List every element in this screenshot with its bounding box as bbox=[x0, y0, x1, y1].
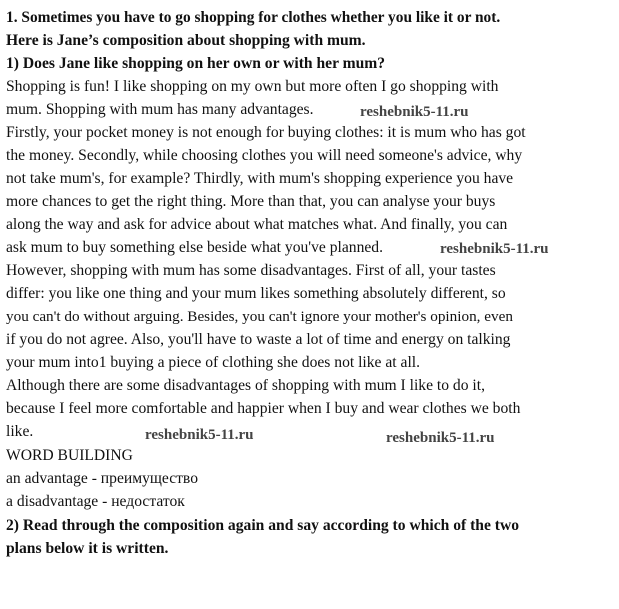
composition-line: However, shopping with mum has some disadvantages. First of all, your tastes bbox=[6, 262, 496, 279]
watermark: reshebnik5-11.ru bbox=[145, 427, 254, 443]
composition-line: ask mum to buy something else beside what you've planned. bbox=[6, 239, 383, 256]
composition-line: mum. Shopping with mum has many advantages. bbox=[6, 101, 314, 118]
composition-line: like. bbox=[6, 423, 34, 440]
composition-line: if you do not agree. Also, you'll have to waste a lot of time and energy on talking bbox=[6, 331, 511, 348]
word-building-entry: an advantage - преимущество bbox=[6, 470, 198, 487]
task2-line1: 2) Read through the composition again and say according to which of the two bbox=[6, 517, 520, 534]
composition-line: Although there are some disadvantages of shopping with mum I like to do it, bbox=[6, 377, 485, 394]
composition-line: you can't do without arguing. Besides, you can't ignore your mother's opinion, even bbox=[6, 308, 513, 325]
watermark: reshebnik5-11.ru bbox=[440, 241, 549, 257]
task1-line1: 1. Sometimes you have to go shopping for clothes whether you like it or not. bbox=[6, 9, 501, 26]
word-building-title: WORD BUILDING bbox=[6, 447, 133, 464]
composition-line: along the way and ask for advice about what matches what. And finally, you can bbox=[6, 216, 508, 233]
task1-line2: Here is Jane’s composition about shopping with mum. bbox=[6, 32, 366, 49]
composition-line: not take mum's, for example? Thirdly, with mum's shopping experience you have bbox=[6, 170, 514, 187]
watermark: reshebnik5-11.ru bbox=[386, 430, 495, 446]
composition-line: your mum into1 buying a piece of clothing she does not like at all. bbox=[6, 354, 421, 371]
composition-line: Shopping is fun! I like shopping on my own but more often I go shopping with bbox=[6, 78, 499, 95]
question1: 1) Does Jane like shopping on her own or with her mum? bbox=[6, 55, 386, 72]
word-building-entry: a disadvantage - недостаток bbox=[6, 493, 185, 510]
composition-line: because I feel more comfortable and happier when I buy and wear clothes we both bbox=[6, 400, 521, 417]
task2-line2: plans below it is written. bbox=[6, 540, 169, 557]
composition-line: Firstly, your pocket money is not enough for buying clothes: it is mum who has got bbox=[6, 124, 526, 141]
composition-line: more chances to get the right thing. More than that, you can analyse your buys bbox=[6, 193, 496, 210]
composition-line: the money. Secondly, while choosing clothes you will need someone's advice, why bbox=[6, 147, 523, 164]
composition-line: differ: you like one thing and your mum likes something absolutely different, so bbox=[6, 285, 506, 302]
watermark: reshebnik5-11.ru bbox=[360, 104, 469, 120]
